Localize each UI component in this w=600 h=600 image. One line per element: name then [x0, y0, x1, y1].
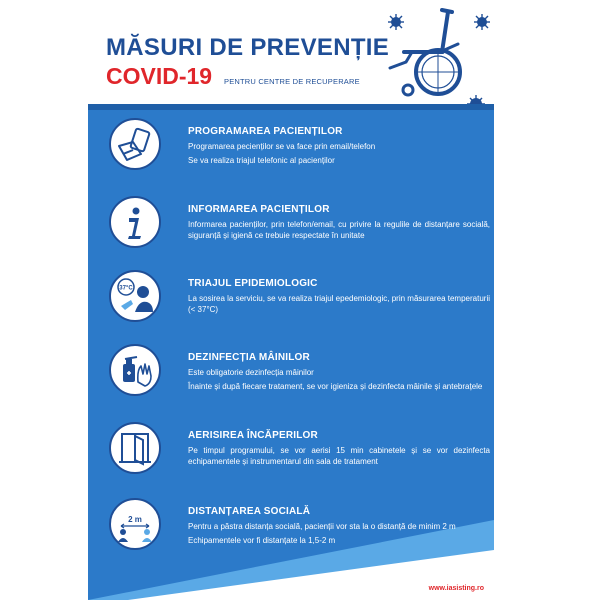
item-title: DISTANȚAREA SOCIALĂ: [188, 506, 311, 517]
list-item: [88, 196, 494, 274]
header-divider: [88, 104, 494, 110]
item-text: Pe timpul programului, se vor aerisi 15 min cabinetele și se vor dezinfecta echipamentele și instrumentarul din sala de tratament: [188, 446, 490, 466]
appointment-hand-icon: [109, 118, 161, 170]
social-distance-icon: [109, 498, 161, 550]
window-icon: [109, 422, 161, 474]
list-item: [88, 118, 494, 196]
item-text: La sosirea la serviciu, se va realiza triajul epedemiologic, prin măsurarea temperaturii (< 37°C): [188, 294, 490, 314]
item-text: Programarea pecienților se va face prin email/telefon: [188, 142, 376, 151]
poster: [88, 0, 494, 600]
item-text: Se va realiza triajul telefonic al pacienților: [188, 156, 335, 165]
item-text: Pentru a păstra distanța socială, pacienții vor sta la o distanță de minim 2 m: [188, 522, 456, 531]
item-title: TRIAJUL EPIDEMIOLOGIC: [188, 278, 318, 289]
item-text: Este obligatorie dezinfecția mâinilor: [188, 368, 314, 377]
item-text: Informarea pacienților, prin telefon/email, cu privire la regulile de distanțare socială, siguranță și igienă ce trebuie respectate în unitate: [188, 220, 490, 240]
page-title: MĂSURI DE PREVENȚIE: [106, 34, 390, 61]
item-title: INFORMAREA PACIENȚILOR: [188, 204, 330, 215]
footer-url[interactable]: www.iasisting.ro: [428, 585, 484, 592]
list-item: [88, 344, 494, 422]
hand-sanitizer-icon: [109, 344, 161, 396]
wheelchair-icon: [378, 0, 494, 118]
thermometer-scan-icon: [109, 270, 161, 322]
distance-label: 2 m: [128, 515, 142, 524]
list-item: [88, 498, 494, 576]
covid-title: COVID-19: [106, 63, 213, 89]
item-text: Echipamentele vor fi distanțate la 1,5-2 m: [188, 536, 336, 545]
temperature-label: 37°C: [119, 285, 133, 292]
page-subtitle: PENTRU CENTRE DE RECUPERARE: [224, 77, 360, 86]
list-item: [88, 270, 494, 348]
item-title: PROGRAMAREA PACIENȚILOR: [188, 126, 343, 137]
item-title: DEZINFECȚIA MÂINILOR: [188, 352, 310, 363]
list-item: [88, 422, 494, 500]
item-title: AERISIREA ÎNCĂPERILOR: [188, 430, 318, 441]
item-text: Înainte și după fiecare tratament, se vor igieniza și dezinfecta mâinile și antebrațele: [188, 382, 483, 391]
info-icon: [109, 196, 161, 248]
